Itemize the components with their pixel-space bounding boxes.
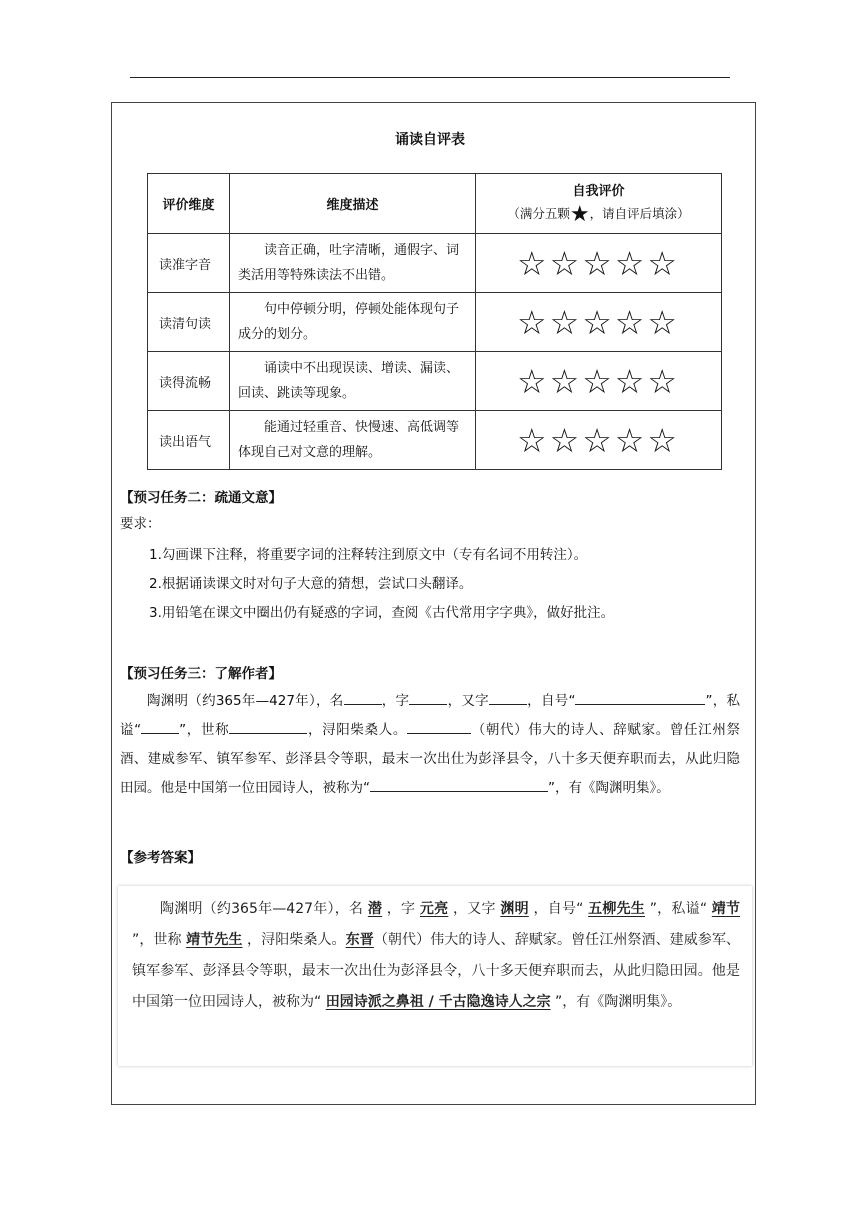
self-eval-title: 自我评价 [572,184,625,199]
table-row [148,293,722,352]
star-rating[interactable]: ☆☆☆☆☆ [476,352,722,411]
blank-dynasty[interactable] [407,719,471,734]
blank-title-1[interactable] [370,777,490,792]
answer-ming: 潜 [367,901,383,917]
task3-heading: 【预习任务三：了解作者】 [120,666,282,682]
star-rating[interactable]: ☆☆☆☆☆ [476,234,722,293]
answer-heading: 【参考答案】 [120,850,201,866]
row-dimension: 读得流畅 [148,352,230,411]
blank-shi[interactable] [141,719,179,734]
requirement-item: 2.根据诵读课文时对句子大意的猜想，尝试口头翻译。 [149,576,473,592]
table-row [148,234,722,293]
self-evaluation-table [147,173,722,470]
blank-hao-2[interactable] [667,690,705,705]
answer-dynasty: 东晋 [345,932,374,948]
row-description: 能通过轻重音、快慢速、高低调等体现自己对文意的理解。 [230,411,476,470]
header-dimension: 评价维度 [148,174,230,234]
row-dimension: 读清句读 [148,293,230,352]
star-rating[interactable]: ☆☆☆☆☆ [476,293,722,352]
blank-shicheng[interactable] [229,719,307,734]
header-description: 维度描述 [230,174,476,234]
answer-shicheng: 靖节先生 [186,932,243,948]
answer-youzi: 渊明 [500,901,529,917]
requirement-item: 1.勾画课下注释，将重要字词的注释转注到原文中（专有名词不用转注）。 [149,547,588,563]
table-row [148,411,722,470]
filled-star-icon: ★ [569,202,590,227]
header-rule [130,77,730,78]
blank-title-2[interactable] [490,777,548,792]
table-header-row [148,174,722,234]
answer-image-box [118,886,752,1066]
table-title: 诵读自评表 [395,132,465,148]
blank-zi[interactable] [409,690,447,705]
answer-paragraph: 陶渊明（约365年—427年），名 潜 ，字 元亮 ，又字 渊明 ，自号“ 五柳先生 ”，私谥“ 靖节 ”，世称 靖节先生 ，浔阳柴桑人。东晋（朝代）伟大的诗人、辞赋家。曾任江州祭酒、建威参军、镇军参军、彭泽县令等职，最末一次出仕为彭泽县令，八十多天便弃职而去，从此归隐田园。他是中国第一位田园诗人，被称为“ 田园诗派之鼻祖 / 千古隐逸诗人之宗 ”，有《陶渊明集》。 [132,901,741,1010]
row-dimension: 读出语气 [148,411,230,470]
answer-zi: 元亮 [419,901,449,917]
self-eval-note: （满分五颗★，请自评后填涂） [507,202,690,227]
row-description: 读音正确，吐字清晰，通假字、词类活用等特殊读法不出错。 [230,234,476,293]
table-row [148,352,722,411]
answer-title: 田园诗派之鼻祖 / 千古隐逸诗人之宗 [325,994,551,1010]
row-dimension: 读准字音 [148,234,230,293]
answer-shi: 靖节 [711,901,741,917]
requirement-item: 3.用铅笔在课文中圈出仍有疑惑的字词，查阅《古代常用字字典》，做好批注。 [149,605,615,621]
author-fill-in-paragraph: 陶渊明（约365年—427年），名 ，字 ，又字 ，自号“ ”，私谥“ ”，世称 ，浔阳柴桑人。 （朝代）伟大的诗人、辞赋家。曾任江州祭酒、建威参军、镇军参军、彭泽县令等职，最末一次出仕为彭泽县令，八十多天便弃职而去，从此归隐田园。他是中国第一位田园诗人，被称为“ ”，有《陶渊明集》。 [120,687,740,803]
answer-hao: 五柳先生 [588,901,646,917]
row-description: 诵读中不出现误读、增读、漏读、回读、跳读等现象。 [230,352,476,411]
blank-youzi[interactable] [489,690,527,705]
star-rating[interactable]: ☆☆☆☆☆ [476,411,722,470]
header-self-eval [476,174,722,234]
task2-heading: 【预习任务二：疏通文意】 [120,490,282,506]
requirements-label: 要求： [120,516,161,532]
row-description: 句中停顿分明，停顿处能体现句子成分的划分。 [230,293,476,352]
blank-hao-1[interactable] [575,690,667,705]
blank-ming[interactable] [344,690,382,705]
